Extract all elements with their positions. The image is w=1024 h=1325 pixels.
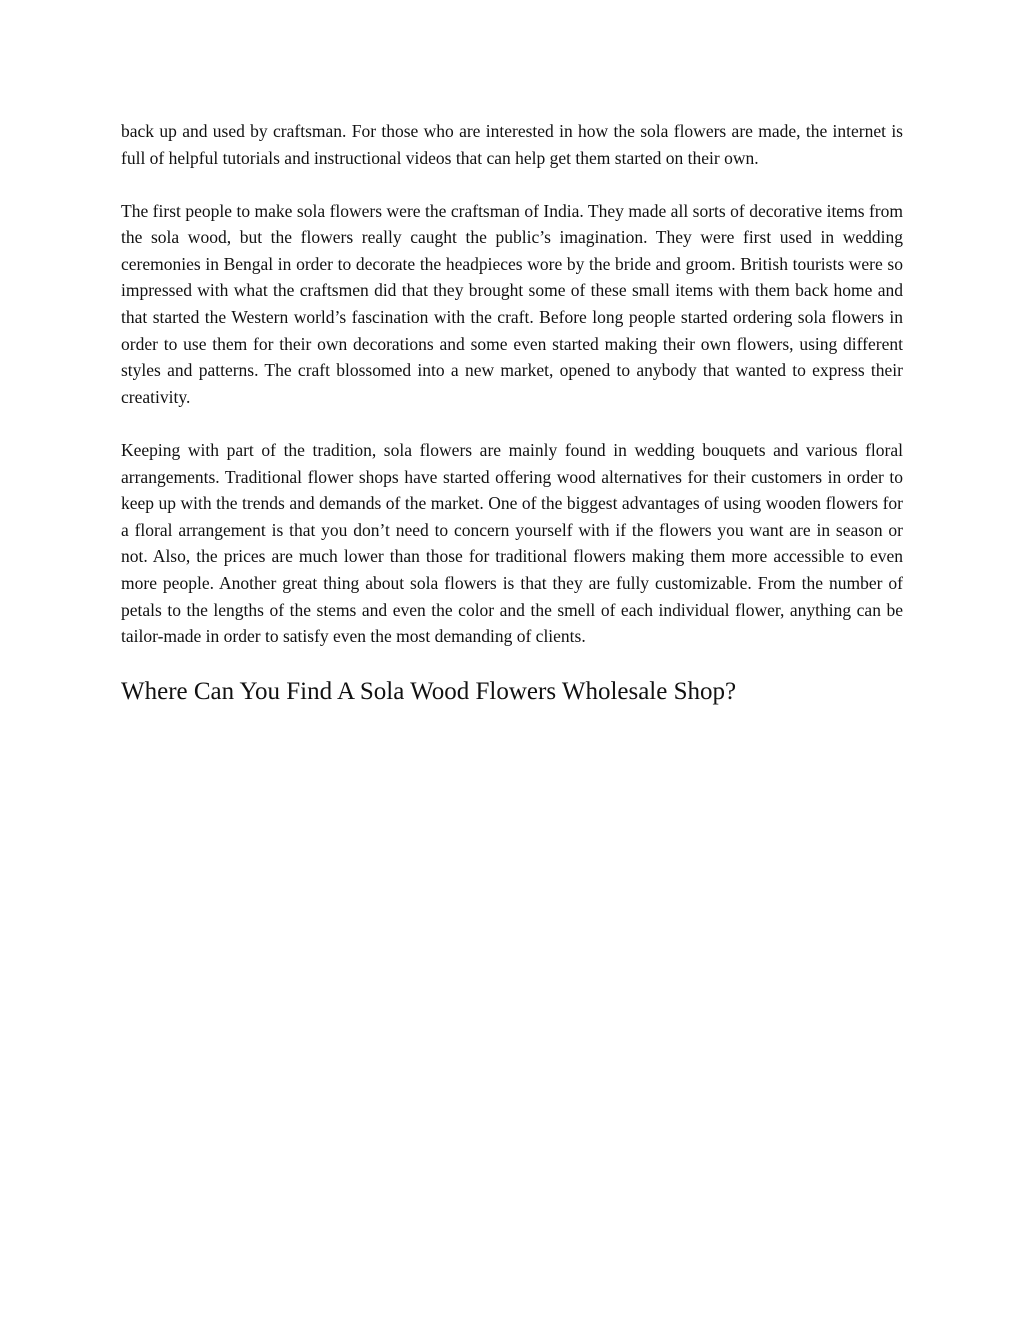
paragraph-craftsman-tutorials: back up and used by craftsman. For those who are interested in how the sola flowers are made, the internet is full of helpful tutorials and instructional videos that can help get them started on their own.	[121, 121, 903, 168]
paragraph-tradition-bouquets: Keeping with part of the tradition, sola flowers are mainly found in wedding bouquets and various floral arrangements. Traditional flower shops have started offering wood alternatives for their customers in order to keep up with the trends and demands of the market. One of the biggest advantages of using wooden flowers for a floral arrangement is that you don’t need to concern yourself with if the flowers you want are in season or not. Also, the prices are much lower than those for traditional flowers making them more accessible to even more people. Another great thing about sola flowers is that they are fully customizable. From the number of petals to the lengths of the stems and even the color and the smell of each individual flower, anything can be tailor-made in order to satisfy even the most demanding of clients.	[121, 439, 903, 647]
section-heading: Where Can You Find A Sola Wood Flowers Wholesale Shop?	[121, 678, 737, 706]
document-page	[121, 118, 903, 708]
paragraph-history-india: The first people to make sola flowers were the craftsman of India. They made all sorts of decorative items from the sola wood, but the flowers really caught the public’s imagination. They were first used in wedding ceremonies in Bengal in order to decorate the headpieces wore by the bride and groom. British tourists were so impressed with what the craftsmen did that they brought some of these small items with them back home and that started the Western world’s fascination with the craft. Before long people started ordering sola flowers in order to use them for their own decorations and some even started making their own flowers, using different styles and patterns. The craft blossomed into a new market, opened to anybody that wanted to express their creativity.	[121, 200, 903, 407]
